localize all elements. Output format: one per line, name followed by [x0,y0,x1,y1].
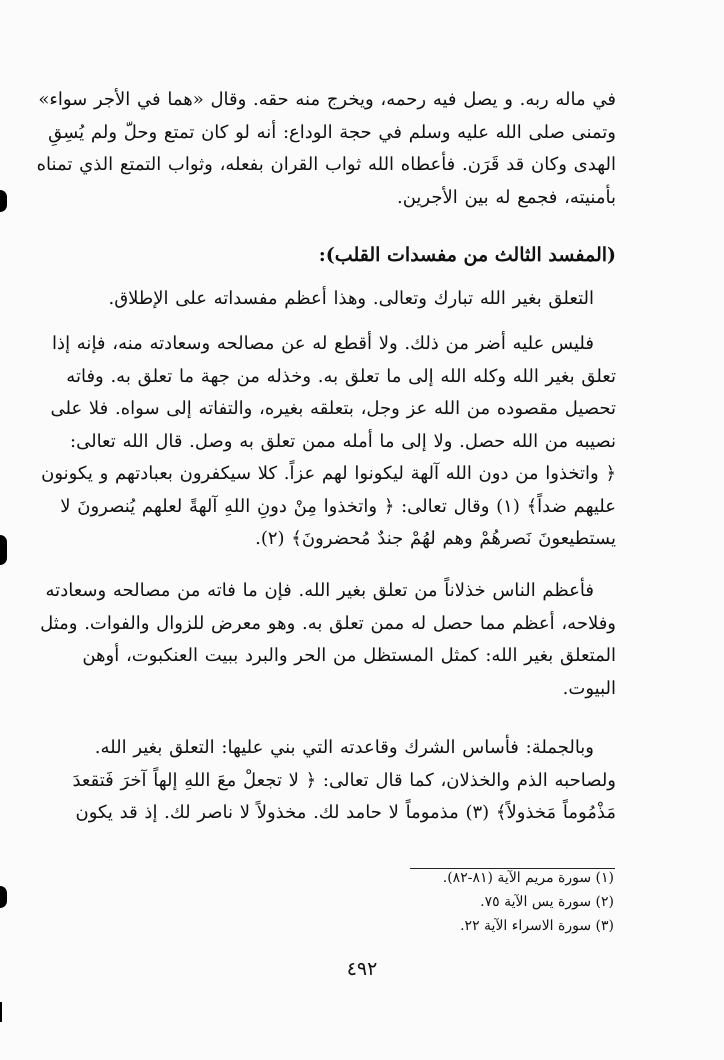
section-heading: (المفسد الثالث من مفسدات القلب): [318,244,616,266]
text-line: وفلاحه، أعظم مما حصل له ممن تعلق به. وهو معرض للزوال والفوات. ومثل [40,612,616,634]
text-line: في ماله ربه. و يصل فيه رحمه، ويخرج منه حقه. وقال «هما في الأجر سواء» [38,89,616,110]
footnote-1: (١) سورة مريم الآية (٨١-٨٢). [442,870,614,886]
text-line: وتمنى صلى الله عليه وسلم في حجة الوداع: أنه لو كان تمتع وحلّ ولم يُسِقِ [48,121,616,143]
paragraph-3 [41,328,616,556]
text-line: يستطيعونَ نَصرهُمْ وهم لهُمْ جندٌ مُحضرونَ﴾ (٢). [255,528,616,549]
paragraph-4 [40,575,616,705]
text-line: عليهم ضداً﴾ (١) وقال تعالى: ﴿ واتخذوا مِنْ دونِ اللهِ آلهةً لعلهم يُنصرونَ لا [60,495,616,517]
paragraph-1 [36,84,616,214]
text-line: وبالجملة: فأساس الشرك وقاعدته التي بني عليها: التعلق بغير الله. [94,737,594,758]
text-line: فليس عليه أضر من ذلك. ولا أقطع له عن مصالحه وسعادته منه، فإنه إذا [52,333,594,354]
text-line: ﴿ واتخذوا من دون الله آلهة ليكونوا لهم عزاً. كلا سيكفرون بعبادتهم و يكونون [41,463,616,484]
paragraph-5 [72,732,616,830]
binding-hole-mark [0,886,7,908]
text-line: بأمنيته، فجمع له بين الأجرين. [396,186,616,208]
binding-hole-mark [0,190,7,212]
binding-hole-mark [0,535,7,565]
text-line: المتعلق بغير الله: كمثل المستظل من الحر والبرد ببيت العنكبوت، أوهن [82,645,616,666]
text-line: فأعظم الناس خذلاناً من تعلق بغير الله. فإن ما فاته من مصالحه وسعادته [45,580,594,601]
text-line: ولصاحبه الذم والخذلان، كما قال تعالى: ﴿ لا تجعلْ معَ اللهِ إلهاً آخرَ فَتقعدَ [72,769,616,791]
text-line: نصيبه من الله حصل. ولا إلى ما أمله ممن تعلق به وصل. قال الله تعالى: [70,430,616,452]
footnotes [284,866,614,938]
footnote-3: (٣) سورة الاسراء الآية ٢٢. [460,918,614,934]
text-line: تعلق بغير الله وكله الله إلى ما تعلق به. وخذله من جهة ما تعلق به. وفاته [66,365,616,387]
text-line: التعلق بغير الله تبارك وتعالى. وهذا أعظم مفسداته على الإطلاق. [108,288,594,309]
edge-tick-mark [0,1002,2,1022]
text-line: البيوت. [562,677,616,699]
footnote-2: (٢) سورة يس الآية ٧٥. [480,894,614,910]
page-number: ٤٩٢ [346,958,378,980]
text-line: الهدى وكان قد قَرَن. فأعطاه الله ثواب القران بفعله، وثواب التمتع الذي تمناه [36,154,616,175]
paragraph-2 [102,283,616,316]
text-line: مَذْمُوماً مَخذولاً﴾ (٣) مذموماً لا حامد لك. مخذولاً لا ناصر لك. إذ قد يكون [75,802,616,823]
text-line: تحصيل مقصوده من الله عز وجل، بتعلقه بغيره، والتفاته إلى سواه. فلا على [50,398,616,419]
